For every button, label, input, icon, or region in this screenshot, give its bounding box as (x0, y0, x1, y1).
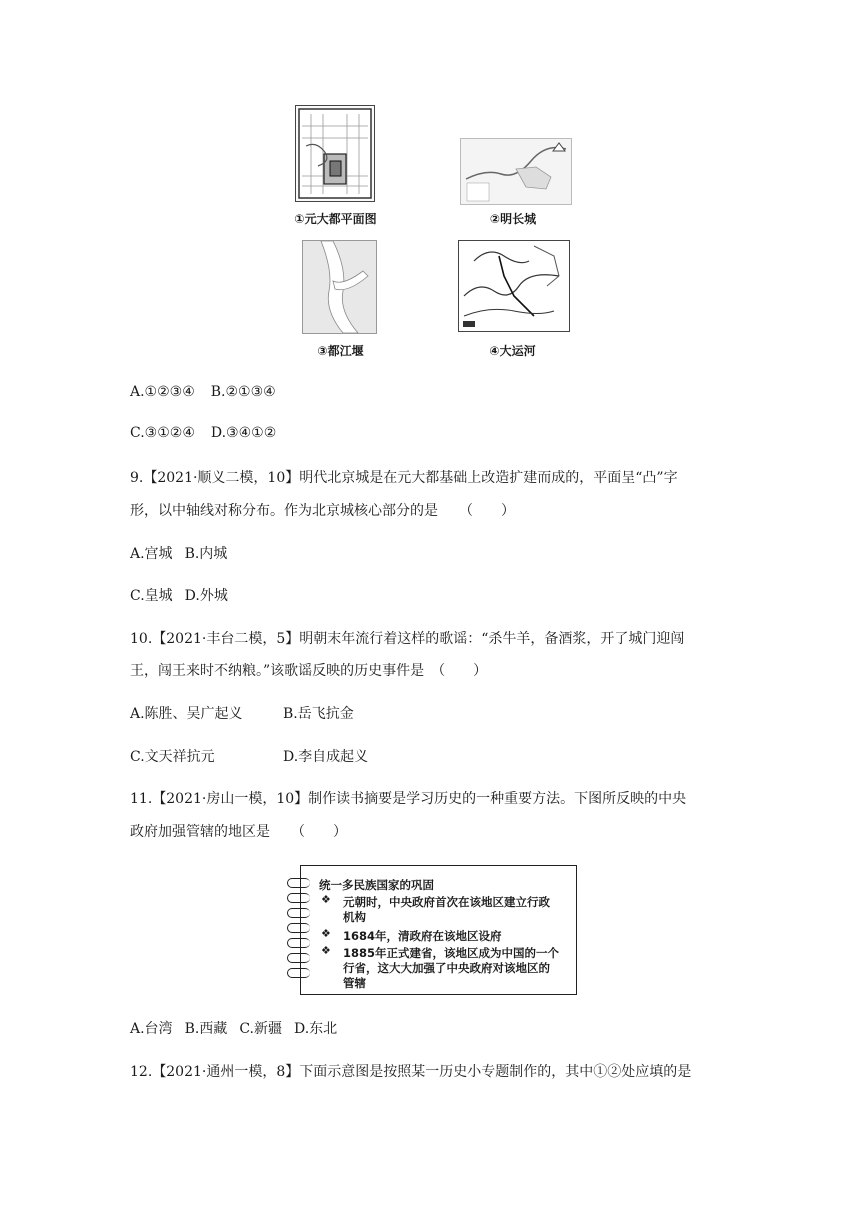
q10-option-a: A.陈胜、吴广起义 (130, 706, 243, 722)
q10-stem-line-1: 10.【2021·丰台二模，5】明朝末年流行着这样的歌谣：“杀牛羊，备酒浆，开了城门迎闯 (130, 631, 685, 647)
q9-options-row-2 (130, 585, 228, 605)
q8-option-b: B.②①③④ (210, 384, 276, 400)
yuan-dadu-plan-figure (295, 105, 375, 202)
notes-title: 统一多民族国家的巩固 (319, 878, 434, 892)
q9-option-d: D.外城 (184, 588, 228, 604)
spiral-ring-icon (287, 893, 310, 903)
q11-option-c: C.新疆 (239, 1021, 282, 1037)
spiral-ring-icon (287, 938, 310, 948)
q11-option-a: A.台湾 (130, 1021, 173, 1037)
spiral-ring-icon (287, 878, 310, 888)
q9-options-row-1 (130, 543, 227, 563)
dujiangyan-figure (302, 240, 377, 334)
notes-item-1-line-2: 机构 (343, 910, 366, 924)
q10-stem-line-2: 王，闯王来时不纳粮。”该歌谣反映的历史事件是 （ ） (130, 663, 488, 679)
spiral-ring-icon (287, 908, 310, 918)
diamond-bullet-icon: ❖ (321, 944, 331, 957)
q10-option-c: C.文天祥抗元 (130, 749, 215, 765)
figure-caption-1: ①元大都平面图 (294, 212, 377, 226)
q11-stem-line-1: 11.【2021·房山一模，10】制作读书摘要是学习历史的一种重要方法。下图所反映的中央 (130, 791, 687, 807)
spiral-ring-icon (287, 923, 310, 933)
q9-option-b: B.内城 (184, 546, 228, 562)
q9-stem-line-1: 9.【2021·顺义二模，10】明代北京城是在元大都基础上改造扩建而成的，平面呈“凸”字 (130, 470, 678, 486)
q9-option-c: C.皇城 (130, 588, 173, 604)
grand-canal-figure (458, 240, 570, 332)
notes-item-3-line-1: 1885年正式建省，该地区成为中国的一个 (343, 946, 560, 960)
figure-caption-2: ②明长城 (489, 212, 537, 226)
spiral-ring-icon (287, 953, 310, 963)
spiral-ring-icon (287, 968, 310, 978)
q10-option-b: B.岳飞抗金 (283, 706, 354, 722)
diamond-bullet-icon: ❖ (321, 927, 331, 940)
q11-option-b: B.西藏 (184, 1021, 228, 1037)
q10-options-row-2 (130, 746, 368, 766)
figure-caption-3: ③都江堰 (317, 344, 364, 358)
notes-item-2: 1684年，清政府在该地区设府 (343, 929, 502, 943)
figure-caption-4: ④大运河 (489, 344, 536, 358)
notes-item-1-line-1: 元朝时，中央政府首次在该地区建立行政 (343, 895, 550, 909)
q9-stem-line-2: 形，以中轴线对称分布。作为北京城核心部分的是 （ ） (130, 503, 515, 519)
q11-stem-line-2: 政府加强管辖的地区是 （ ） (130, 824, 347, 840)
q11-options-row (130, 1018, 337, 1038)
q8-options-row-1 (130, 384, 276, 400)
q8-options-row-2 (130, 425, 276, 441)
q10-option-d: D.李自成起义 (283, 749, 369, 765)
q8-option-a: A.①②③④ (130, 384, 195, 400)
q11-option-d: D.东北 (293, 1021, 338, 1037)
q9-option-a: A.宫城 (130, 546, 173, 562)
q8-option-c: C.③①②④ (130, 425, 195, 441)
notes-item-3-line-3: 管辖 (343, 976, 366, 990)
diamond-bullet-icon: ❖ (321, 893, 331, 906)
q10-options-row-1 (130, 703, 354, 723)
q8-option-d: D.③④①② (210, 425, 277, 441)
ming-great-wall-figure (460, 138, 572, 205)
reading-notes-card (300, 865, 577, 995)
notes-item-3-line-2: 行省，这大大加强了中央政府对该地区的 (343, 961, 550, 975)
q12-stem-line-1: 12.【2021·通州一模，8】下面示意图是按照某一历史小专题制作的，其中①②处应填的是 (130, 1064, 692, 1080)
